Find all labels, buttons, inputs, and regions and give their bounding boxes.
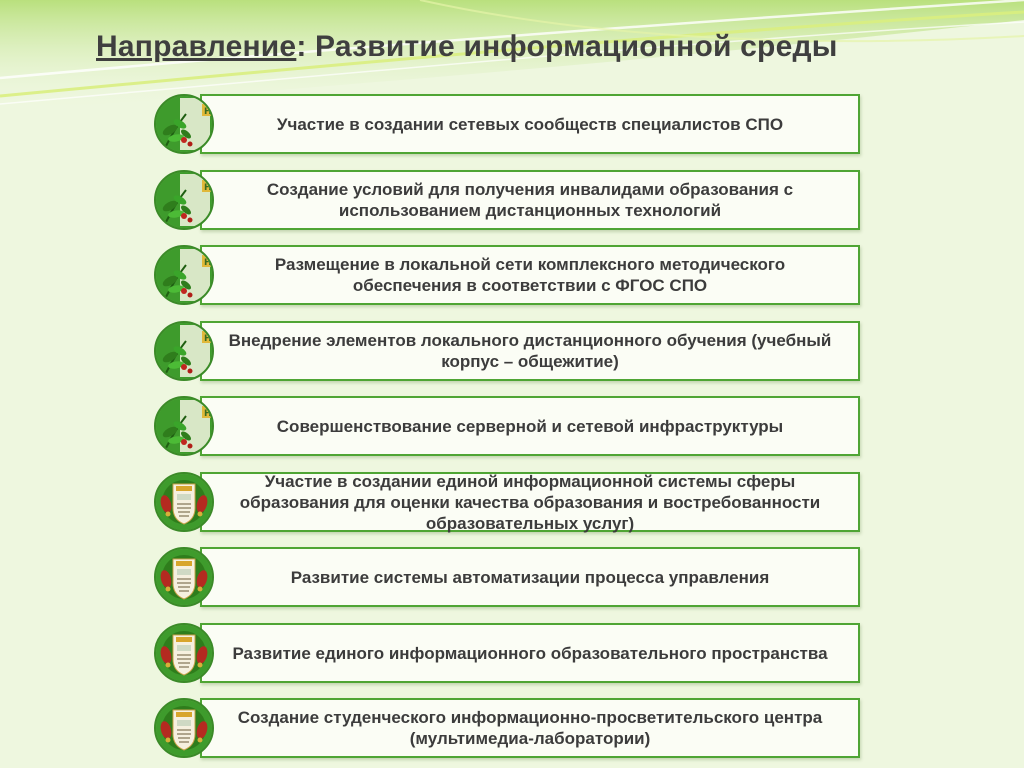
item-text: Создание студенческого информационно-просветительского центра (мультимедиа-лаборатории) bbox=[237, 708, 823, 748]
item-box bbox=[200, 321, 860, 381]
svg-text:Н: Н bbox=[204, 334, 212, 344]
item-text: Внедрение элементов локального дистанционного обучения (учебный корпус – общежитие) bbox=[228, 331, 832, 371]
item-box bbox=[200, 94, 860, 154]
emblem-logo-icon bbox=[154, 472, 214, 532]
item-box bbox=[200, 547, 860, 607]
list-item bbox=[154, 321, 858, 381]
emblem-logo-icon bbox=[154, 698, 214, 758]
emblem-logo-icon bbox=[154, 547, 214, 607]
title-keyword: Направление bbox=[96, 30, 297, 63]
item-box bbox=[200, 396, 860, 456]
item-box bbox=[200, 698, 860, 758]
plant-logo-icon bbox=[154, 245, 214, 305]
item-text: Совершенствование серверной и сетевой инфраструктуры bbox=[276, 416, 784, 436]
list-item bbox=[154, 623, 858, 683]
list-item bbox=[154, 170, 858, 230]
list-item bbox=[154, 94, 858, 154]
svg-text:Н: Н bbox=[204, 258, 212, 268]
item-box bbox=[200, 623, 860, 683]
list-item bbox=[154, 547, 858, 607]
plant-logo-icon bbox=[154, 170, 214, 230]
svg-text:Н: Н bbox=[204, 409, 212, 419]
plant-logo-icon bbox=[154, 396, 214, 456]
title-rest: : Развитие информационной среды bbox=[296, 30, 838, 63]
list-item bbox=[154, 472, 858, 532]
item-box bbox=[200, 472, 860, 532]
list-item bbox=[154, 698, 858, 758]
item-box bbox=[200, 170, 860, 230]
list-item bbox=[154, 245, 858, 305]
plant-logo-icon bbox=[154, 94, 214, 154]
svg-text:Н: Н bbox=[204, 183, 212, 193]
item-text: Участие в создании сетевых сообществ специалистов СПО bbox=[276, 114, 784, 134]
item-text: Создание условий для получения инвалидами образования с использованием дистанционных технологий bbox=[266, 180, 794, 220]
emblem-logo-icon bbox=[154, 623, 214, 683]
slide-title bbox=[96, 30, 838, 64]
plant-logo-icon bbox=[154, 321, 214, 381]
list-item bbox=[154, 396, 858, 456]
item-text: Участие в создании единой информационной системы сферы образования для оценки качества образования и востребованности образовательных услуг) bbox=[239, 471, 821, 533]
item-box bbox=[200, 245, 860, 305]
item-text: Размещение в локальной сети комплексного методического обеспечения в соответствии с ФГОС СПО bbox=[274, 255, 786, 295]
svg-text:Н: Н bbox=[204, 107, 212, 117]
item-text: Развитие единого информационного образовательного пространства bbox=[232, 643, 828, 663]
item-text: Развитие системы автоматизации процесса управления bbox=[290, 567, 770, 587]
